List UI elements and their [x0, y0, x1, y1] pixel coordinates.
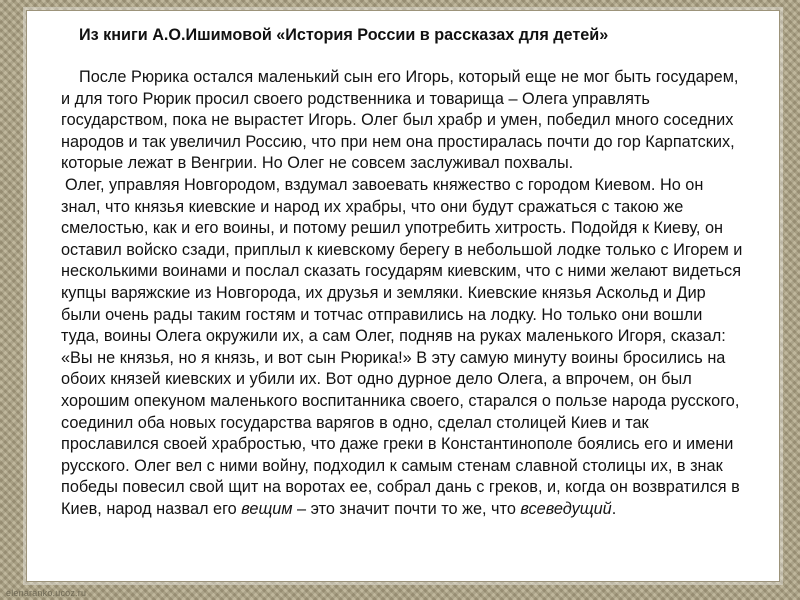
- text-line: купцы варяжские из Новгорода, их друзья и земляки. Киевские князья Аскольд и Дир: [61, 283, 706, 302]
- text-line: туда, воины Олега окружили их, а сам Олег, подняв на руках маленького Игоря, сказал:: [61, 327, 726, 346]
- text-line: русского. Олег вел с ними войну, подходил к самым стенам славной столицы их, в знак: [61, 456, 723, 475]
- text-line: которые лежат в Венгрии. Но Олег не совсем заслуживал похвалы.: [61, 154, 574, 173]
- text-line: хорошим опекуном маленького воспитанника своего, старался о пользе народа русского,: [61, 391, 740, 410]
- last-line-middle: – это значит почти то же, что: [292, 499, 521, 518]
- emphasis-veshchim: вещим: [241, 499, 293, 518]
- page-title: Из книги А.О.Ишимовой «История России в рассказах для детей»: [79, 26, 609, 44]
- last-line-end: .: [611, 499, 617, 518]
- text-line: были очень рады таким гостям и тотчас отправились на лодку. Но только они вошли: [61, 305, 703, 324]
- text-line: несколькими воинами и послал сказать государям киевским, что с ними желают видеться: [61, 262, 742, 281]
- text-line: народов и так увеличил Россию, что при нем она простиралась почти до гор Карпатских,: [61, 132, 735, 151]
- text-page: [26, 10, 780, 582]
- text-line: смелостью, как и его воины, и потому решил употребить хитрость. Подойдя к Киеву, он: [61, 219, 723, 238]
- text-line: знал, что князья киевские и народ их храбры, что они будут сражаться с такою же: [61, 197, 684, 216]
- text-line: и для того Рюрик просил своего родственника и товарища – Олега управлять: [61, 89, 650, 108]
- text-line: оставил войско сзади, приплыл к киевскому берегу в небольшой лодке только с Игорем и: [61, 240, 743, 259]
- text-line: После Рюрика остался маленький сын его Игорь, который еще не мог быть государем,: [79, 68, 739, 86]
- text-line: «Вы не князья, но я князь, и вот сын Рюрика!» В эту самую минуту воины бросились на: [61, 348, 726, 367]
- text-line-last: [61, 499, 800, 521]
- text-line: соединил оба новых государства варягов в одно, сделал столицей Киев и так: [61, 413, 649, 432]
- emphasis-vsevedushchiy: всеведущий: [520, 499, 612, 518]
- story-text: [61, 67, 800, 520]
- text-line: Олег, управляя Новгородом, вздумал завоевать княжество с городом Киевом. Но он: [65, 175, 704, 194]
- text-line: победы повесил свой щит на воротах ее, собрал дань с греков, и, когда он возвратился в: [61, 478, 740, 497]
- text-line: государством, пока не вырастет Игорь. Олег был храбр и умен, победил много соседних: [61, 111, 734, 130]
- last-line-start: Киев, народ назвал его: [61, 499, 242, 518]
- text-line: обоих князей киевских и убили их. Вот одно дурное дело Олега, а впрочем, он был: [61, 370, 692, 389]
- site-watermark: elenaranko.ucoz.ru: [6, 588, 87, 598]
- text-line: прославился своей храбростью, что даже греки в Константинополе боялись его и имени: [61, 435, 734, 454]
